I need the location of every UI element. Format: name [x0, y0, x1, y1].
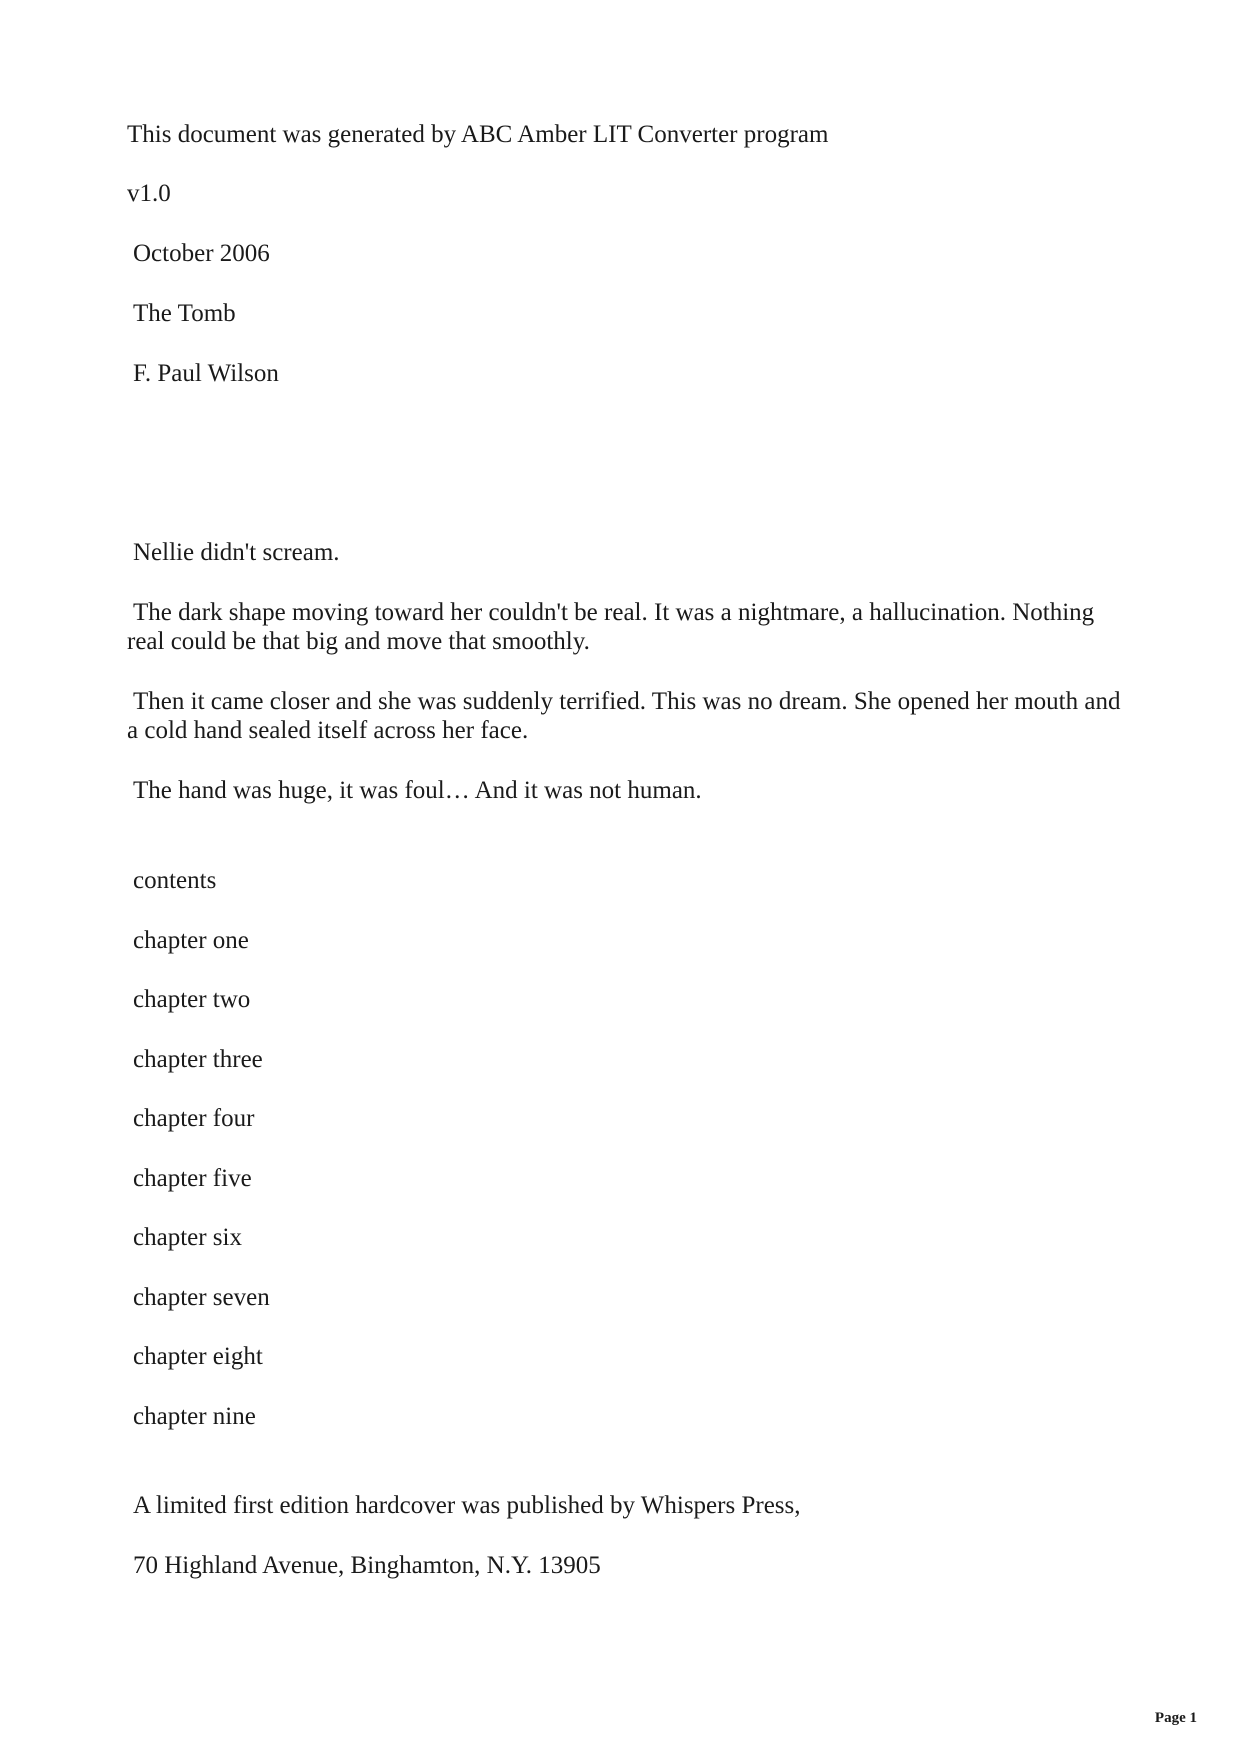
author-name: F. Paul Wilson [133, 360, 279, 387]
intro-paragraph: Then it came closer and she was suddenly terrified. This was no dream. She opened her mouth and a cold hand sealed itself across her face. [127, 688, 1121, 744]
generator-line: This document was generated by ABC Amber LIT Converter program [127, 121, 829, 148]
contents-heading: contents [133, 867, 217, 894]
contents-item-chapter-four[interactable]: chapter four [133, 1105, 255, 1132]
contents-item-chapter-seven[interactable]: chapter seven [133, 1284, 270, 1311]
date-line: October 2006 [133, 240, 270, 267]
book-title: The Tomb [133, 300, 236, 327]
contents-item-chapter-one[interactable]: chapter one [133, 927, 249, 954]
version-line: v1.0 [127, 180, 171, 207]
contents-item-chapter-nine[interactable]: chapter nine [133, 1403, 256, 1430]
contents-item-chapter-two[interactable]: chapter two [133, 986, 251, 1013]
contents-item-chapter-three[interactable]: chapter three [133, 1046, 263, 1073]
contents-item-chapter-five[interactable]: chapter five [133, 1165, 252, 1192]
intro-paragraph: The dark shape moving toward her couldn't be real. It was a nightmare, a hallucination. Nothing real could be that big and move that smoothly. [127, 599, 1095, 655]
intro-paragraph: The hand was huge, it was foul… And it was not human. [133, 777, 702, 804]
contents-item-chapter-six[interactable]: chapter six [133, 1224, 242, 1251]
page-number: Page 1 [1154, 1710, 1197, 1726]
publication-line: A limited first edition hardcover was published by Whispers Press, [133, 1492, 801, 1519]
intro-paragraph: Nellie didn't scream. [133, 539, 340, 566]
contents-item-chapter-eight[interactable]: chapter eight [133, 1343, 263, 1370]
publisher-address: 70 Highland Avenue, Binghamton, N.Y. 13905 [133, 1552, 601, 1579]
